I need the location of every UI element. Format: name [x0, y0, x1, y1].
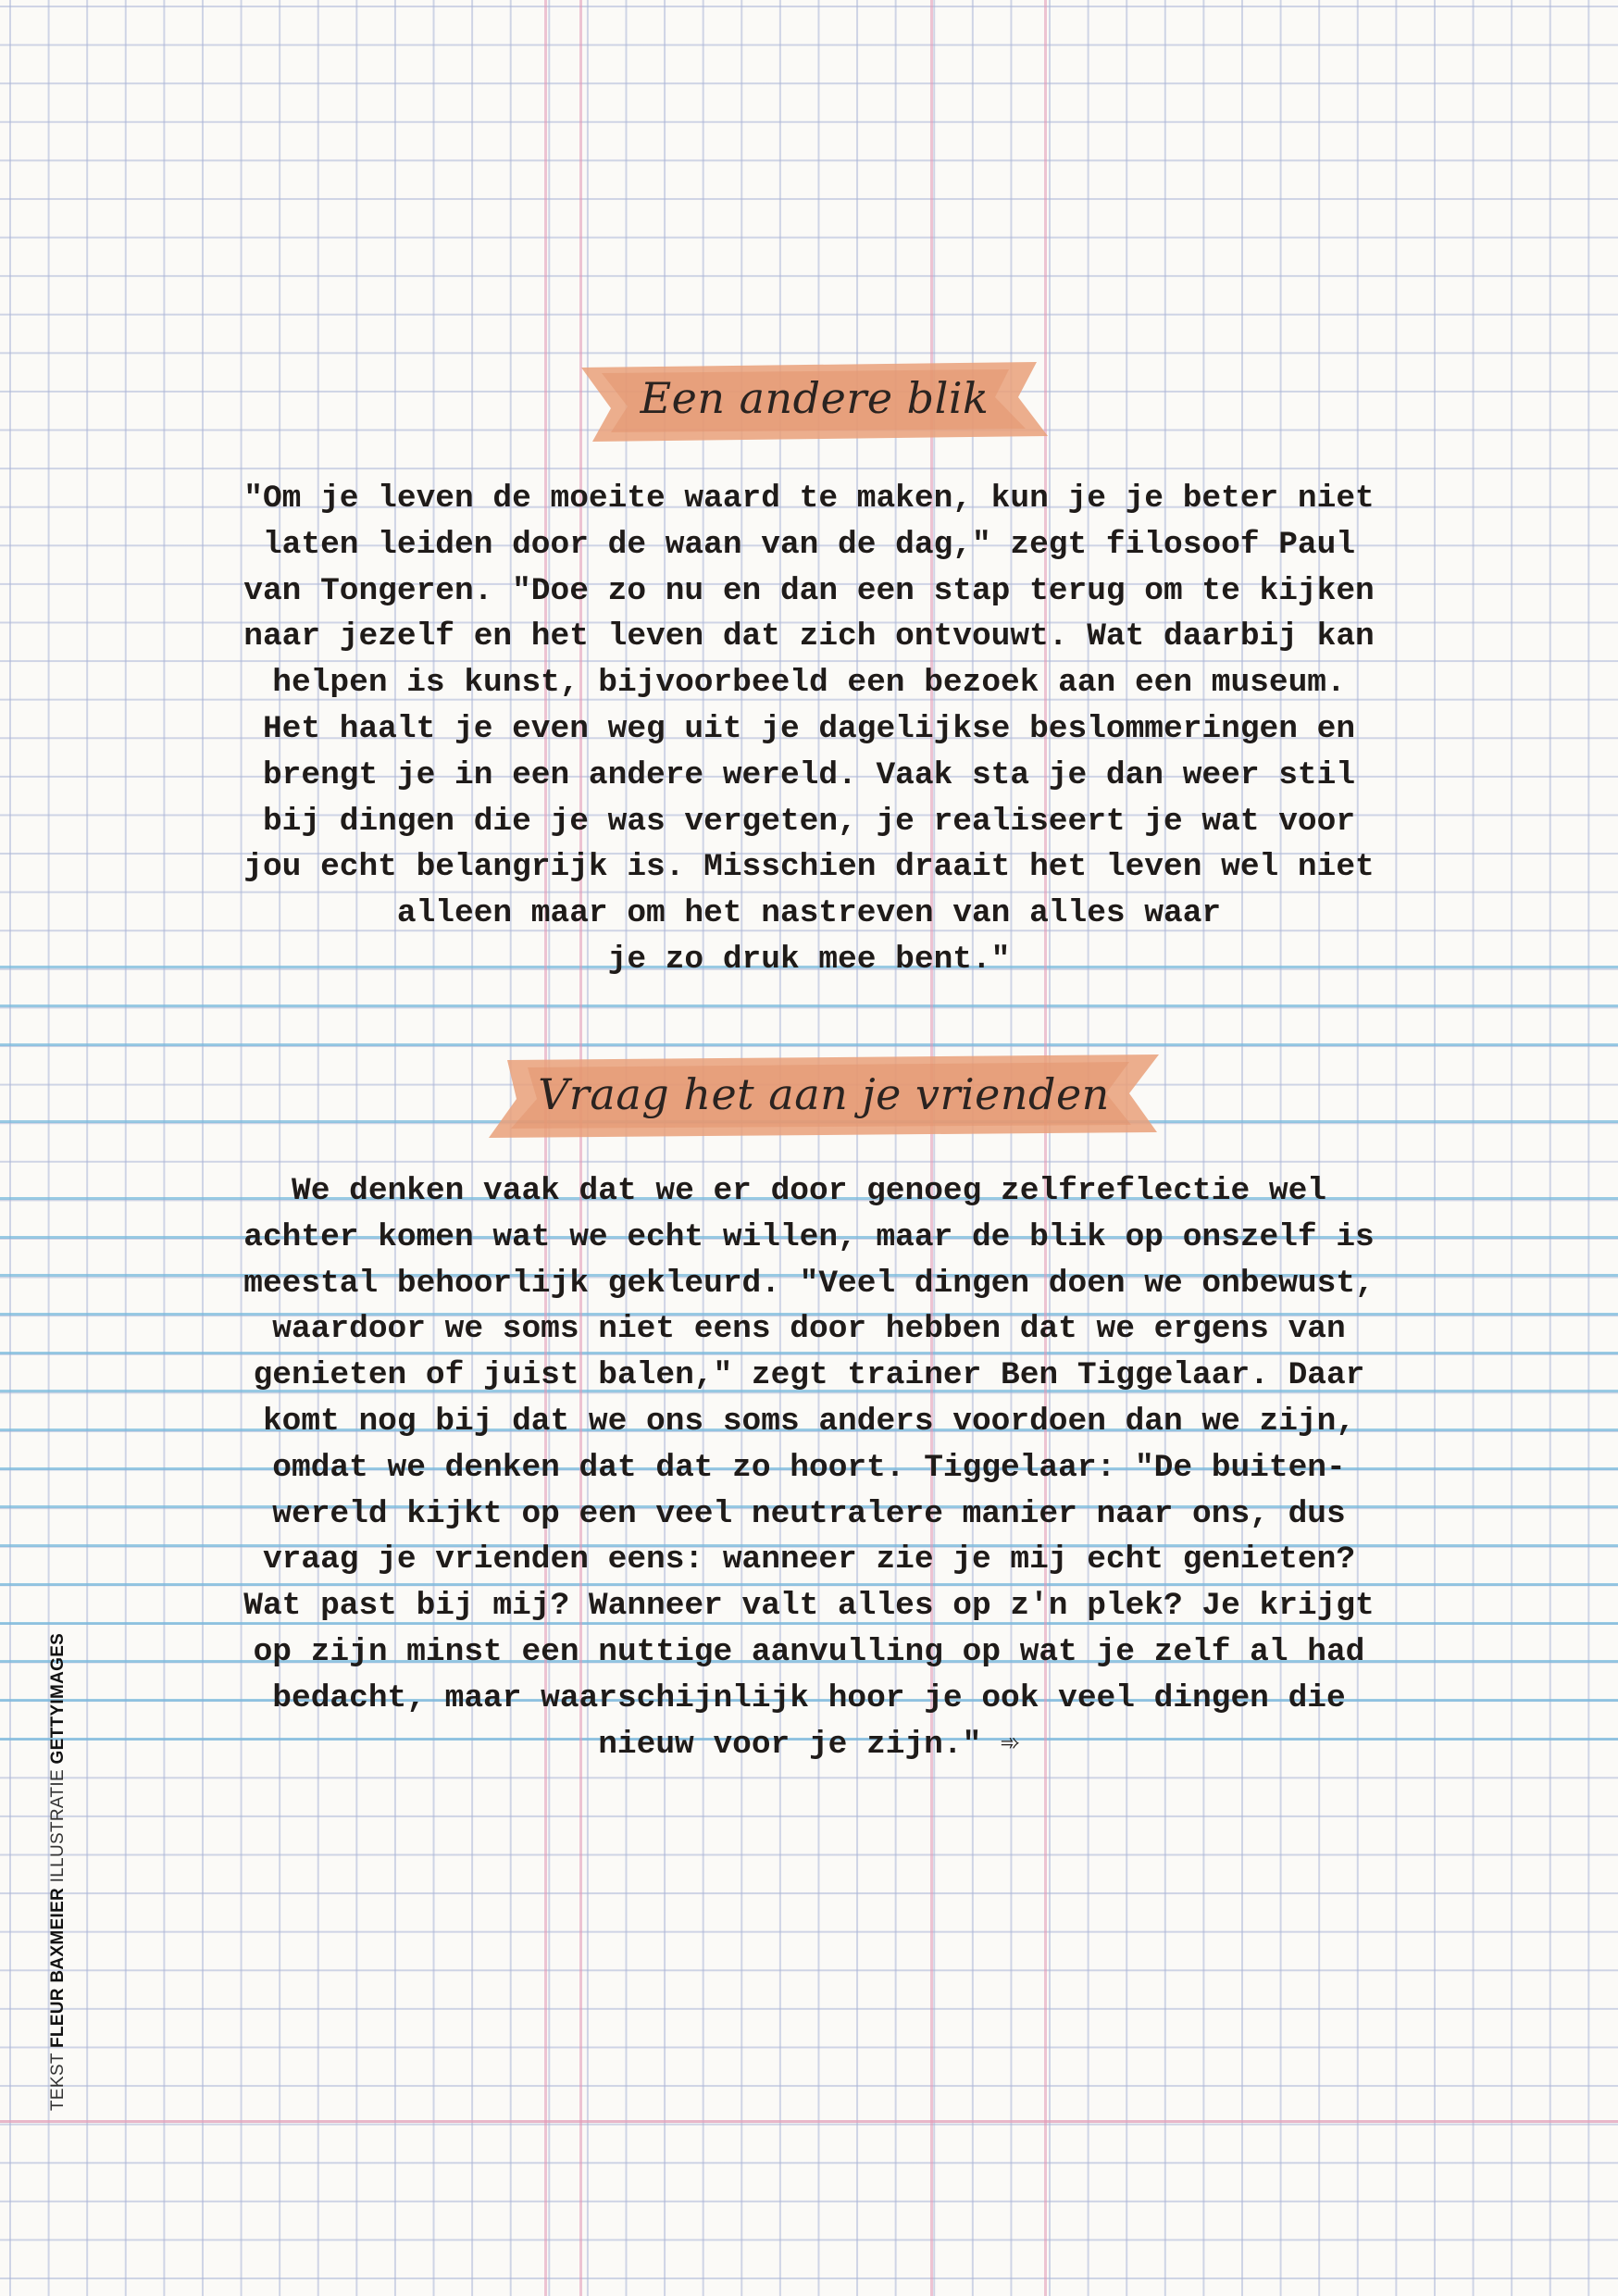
credit-tekst-name: FLEUR BAXMEIER: [48, 1887, 68, 2049]
body-line: jou echt belangrijk is. Misschien draait het leven wel niet: [243, 849, 1375, 886]
section2-banner: [481, 1051, 1166, 1143]
body-line: komt nog bij dat we ons soms anders voordoen dan we zijn,: [262, 1403, 1356, 1440]
ruling-line: [0, 1004, 1618, 1007]
section1-body: [194, 476, 1424, 983]
credit-illustratie-name: GETTYIMAGES: [48, 1632, 68, 1765]
body-line: bij dingen die je was vergeten, je realiseert je wat voor: [262, 803, 1356, 840]
body-line: Wat past bij mij? Wanneer valt alles op z'n plek? Je krijgt: [243, 1588, 1375, 1625]
section2-body: [194, 1168, 1424, 1767]
credits: [48, 1633, 68, 2111]
body-line: je zo druk mee bent.": [607, 941, 1011, 978]
body-line: alleen maar om het nastreven van alles waar: [396, 895, 1222, 932]
section1-banner: [574, 356, 1055, 449]
margin-line: [544, 0, 547, 2296]
body-line: We denken vaak dat we er door genoeg zelfreflectie wel: [292, 1173, 1326, 1209]
margin-line: [1044, 0, 1047, 2296]
body-line: vraag je vrienden eens: wanneer zie je mij echt genieten?: [262, 1541, 1356, 1578]
body-line: genieten of juist balen," zegt trainer Ben Tiggelaar. Daar: [253, 1357, 1365, 1394]
ruling-line-pink: [0, 2120, 1618, 2123]
body-line: "Om je leven de moeite waard te maken, kun je je beter niet: [243, 480, 1375, 517]
margin-line: [930, 0, 933, 2296]
body-line: van Tongeren. "Doe zo nu en dan een stap terug om te kijken: [243, 572, 1375, 609]
body-line: helpen is kunst, bijvoorbeeld een bezoek aan een museum.: [272, 665, 1346, 702]
body-line: op zijn minst een nuttige aanvulling op wat je zelf al had: [253, 1633, 1365, 1670]
body-line: bedacht, maar waarschijnlijk hoor je ook veel dingen die: [272, 1679, 1346, 1716]
body-line: naar jezelf en het leven dat zich ontvouwt. Wat daarbij kan: [243, 618, 1375, 655]
credit-tekst-label: TEKST: [48, 2053, 68, 2111]
body-line: nieuw voor je zijn." ➾: [598, 1726, 1020, 1763]
body-line: brengt je in een andere wereld. Vaak sta je dan weer stil: [262, 756, 1356, 793]
credit-illustratie-label: ILLUSTRATIE: [48, 1769, 68, 1883]
section2-title: Vraag het aan je vrienden: [538, 1069, 1110, 1119]
body-line: laten leiden door de waan van de dag," zegt filosoof Paul: [262, 526, 1356, 563]
ruling-line: [0, 1043, 1618, 1046]
margin-line: [579, 0, 582, 2296]
body-line: Het haalt je even weg uit je dagelijkse beslommeringen en: [262, 710, 1356, 747]
body-line: wereld kijkt op een veel neutralere manier naar ons, dus: [272, 1495, 1346, 1532]
body-line: omdat we denken dat dat zo hoort. Tiggelaar: "De buiten-: [272, 1449, 1346, 1486]
body-line: meestal behoorlijk gekleurd. "Veel dingen doen we onbewust,: [243, 1265, 1375, 1302]
body-line: achter komen wat we echt willen, maar de blik op onszelf is: [243, 1218, 1375, 1255]
body-line: waardoor we soms niet eens door hebben dat we ergens van: [272, 1311, 1346, 1348]
section1-title: Een andere blik: [640, 373, 989, 423]
